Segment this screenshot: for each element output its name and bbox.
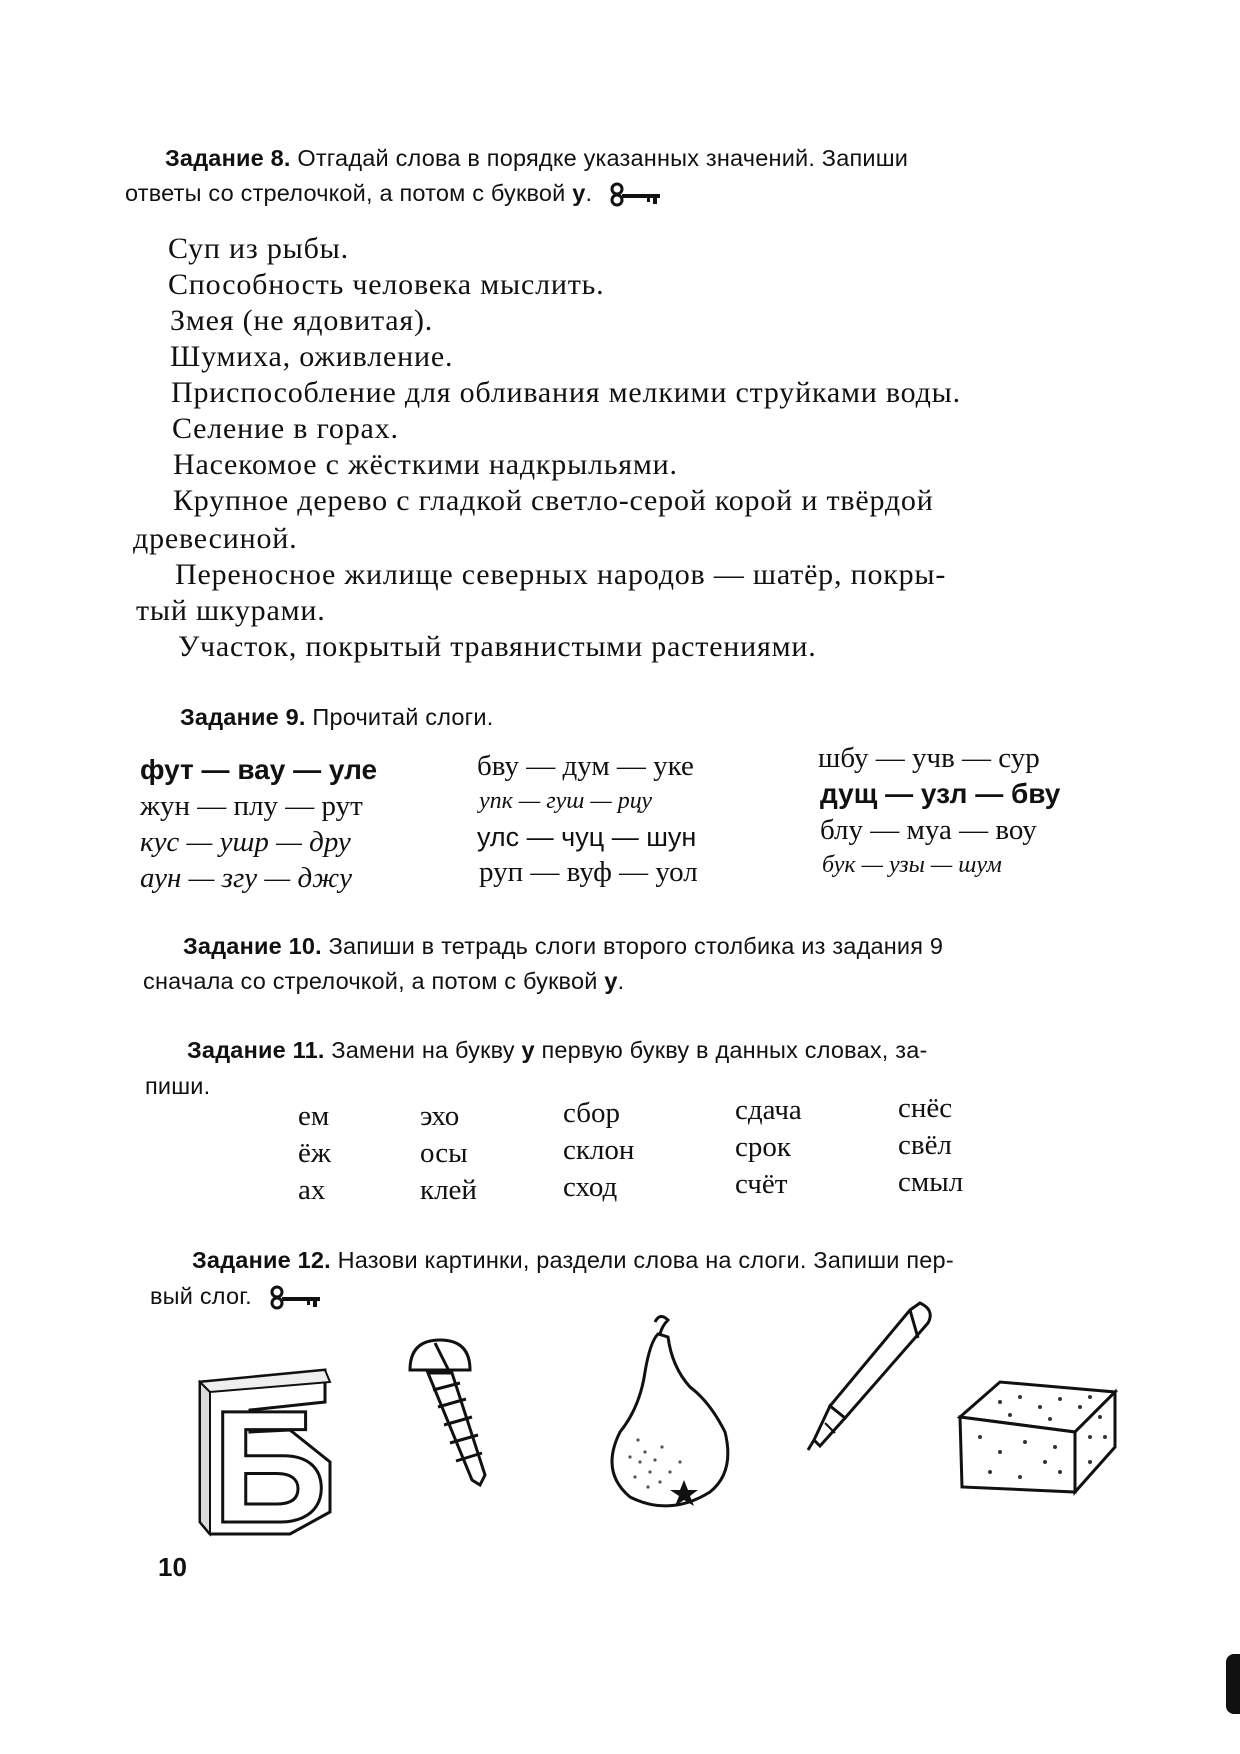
task10-end: . bbox=[617, 968, 625, 994]
sponge-picture bbox=[950, 1377, 1120, 1497]
word-c5-r1: снёс bbox=[898, 1092, 953, 1124]
syllables-c1-r1: фут — вау — уле bbox=[140, 754, 378, 785]
syllables-c1-r2: жун — плу — рут bbox=[140, 790, 363, 822]
clue-5: Приспособление для обливания мелкими струйками воды. bbox=[171, 376, 961, 409]
letter-b-picture bbox=[190, 1362, 340, 1542]
word-c1-r2: ёж bbox=[298, 1137, 331, 1169]
clue-6: Селение в горах. bbox=[172, 412, 399, 445]
syllables-c2-r2: упк — гуш — рцу bbox=[479, 788, 653, 814]
task8-heading bbox=[165, 138, 908, 178]
task10-text-line1: Запиши в тетрадь слоги второго столбика из задания 9 bbox=[328, 933, 944, 959]
task11-text-a: Замени на букву bbox=[331, 1037, 515, 1063]
syllables-c2-r4: руп — вуф — уол bbox=[479, 856, 698, 888]
task10-heading-line2 bbox=[143, 961, 624, 1001]
word-c1-r1: ем bbox=[298, 1100, 330, 1132]
task9-text: Прочитай слоги. bbox=[312, 704, 494, 730]
task12-title: Задание 12. bbox=[192, 1247, 331, 1273]
syllables-c3-r2: дущ — узл — бву bbox=[820, 778, 1061, 809]
task12-text-line1: Назови картинки, раздели слова на слоги. Запиши пер- bbox=[337, 1247, 954, 1273]
syllables-c1-r4: аун — згу — джу bbox=[140, 862, 352, 894]
pen-picture bbox=[800, 1298, 940, 1458]
pear-picture bbox=[600, 1312, 740, 1512]
page-number: 10 bbox=[158, 1552, 187, 1582]
word-c3-r1: сбор bbox=[563, 1097, 620, 1129]
clue-10: Участок, покрытый травянистыми растениями. bbox=[178, 630, 817, 663]
task10-title: Задание 10. bbox=[183, 933, 322, 959]
task9-title: Задание 9. bbox=[180, 704, 306, 730]
word-c2-r2: осы bbox=[420, 1137, 468, 1169]
key-icon bbox=[609, 182, 665, 208]
task11-text-line2: пиши. bbox=[145, 1073, 211, 1099]
clue-9-cont: тый шкурами. bbox=[136, 594, 326, 627]
task12-heading bbox=[192, 1240, 954, 1280]
word-c3-r3: сход bbox=[563, 1171, 618, 1203]
task10-text-line2: сначала со стрелочкой, а потом с буквой bbox=[143, 968, 598, 994]
task9-heading bbox=[180, 697, 494, 737]
syllables-c3-r1: шбу — учв — сур bbox=[818, 742, 1040, 774]
word-c1-r3: ах bbox=[298, 1174, 326, 1206]
syllables-c2-r3: улс — чуц — шун bbox=[477, 822, 697, 852]
word-c3-r2: склон bbox=[563, 1134, 635, 1166]
clue-2: Способность человека мыслить. bbox=[168, 268, 605, 301]
task12-heading-line2 bbox=[150, 1276, 325, 1316]
word-c4-r2: срок bbox=[735, 1131, 791, 1163]
task11-letter: у bbox=[521, 1037, 535, 1063]
screw-picture bbox=[400, 1335, 510, 1495]
word-c5-r2: свёл bbox=[898, 1129, 952, 1161]
clue-3: Змея (не ядовитая). bbox=[170, 304, 434, 337]
task8-heading-line2 bbox=[125, 173, 665, 213]
task10-heading bbox=[183, 926, 943, 966]
clue-8-cont: древесиной. bbox=[133, 522, 298, 555]
clue-1: Суп из рыбы. bbox=[168, 232, 349, 265]
syllables-c2-r1: бву — дум — уке bbox=[477, 750, 694, 782]
page-edge-mark bbox=[1226, 1654, 1240, 1714]
syllables-c3-r4: бук — узы — шум bbox=[822, 852, 1002, 878]
word-c2-r1: эхо bbox=[420, 1100, 460, 1132]
task10-letter: у bbox=[604, 968, 618, 994]
task8-title: Задание 8. bbox=[165, 145, 291, 171]
key-icon bbox=[269, 1285, 325, 1311]
clue-4: Шумиха, оживление. bbox=[170, 340, 454, 373]
word-c5-r3: смыл bbox=[898, 1166, 964, 1198]
word-c2-r3: клей bbox=[420, 1174, 477, 1206]
syllables-c3-r3: блу — муа — воу bbox=[820, 814, 1037, 846]
task12-text-line2: вый слог. bbox=[150, 1283, 252, 1309]
task8-text-line2: ответы со стрелочкой, а потом с буквой bbox=[125, 180, 566, 206]
word-c4-r3: счёт bbox=[735, 1168, 788, 1200]
task11-title: Задание 11. bbox=[187, 1037, 325, 1063]
clue-8: Крупное дерево с гладкой светло-серой корой и твёрдой bbox=[173, 484, 934, 517]
word-c4-r1: сдача bbox=[735, 1094, 802, 1126]
clue-7: Насекомое с жёсткими надкрыльями. bbox=[173, 448, 678, 481]
task11-text-b: первую букву в данных словах, за- bbox=[541, 1037, 928, 1063]
syllables-c1-r3: кус — ушр — дру bbox=[140, 826, 351, 858]
task11-heading bbox=[187, 1030, 928, 1070]
clue-9: Переносное жилище северных народов — шатёр, покры- bbox=[175, 558, 947, 591]
task8-text-line1: Отгадай слова в порядке указанных значений. Запиши bbox=[297, 145, 909, 171]
task8-letter: у bbox=[572, 180, 586, 206]
big-letter-b: Б bbox=[212, 1377, 327, 1542]
task11-heading-line2 bbox=[145, 1066, 210, 1106]
task8-end: . bbox=[585, 180, 593, 206]
